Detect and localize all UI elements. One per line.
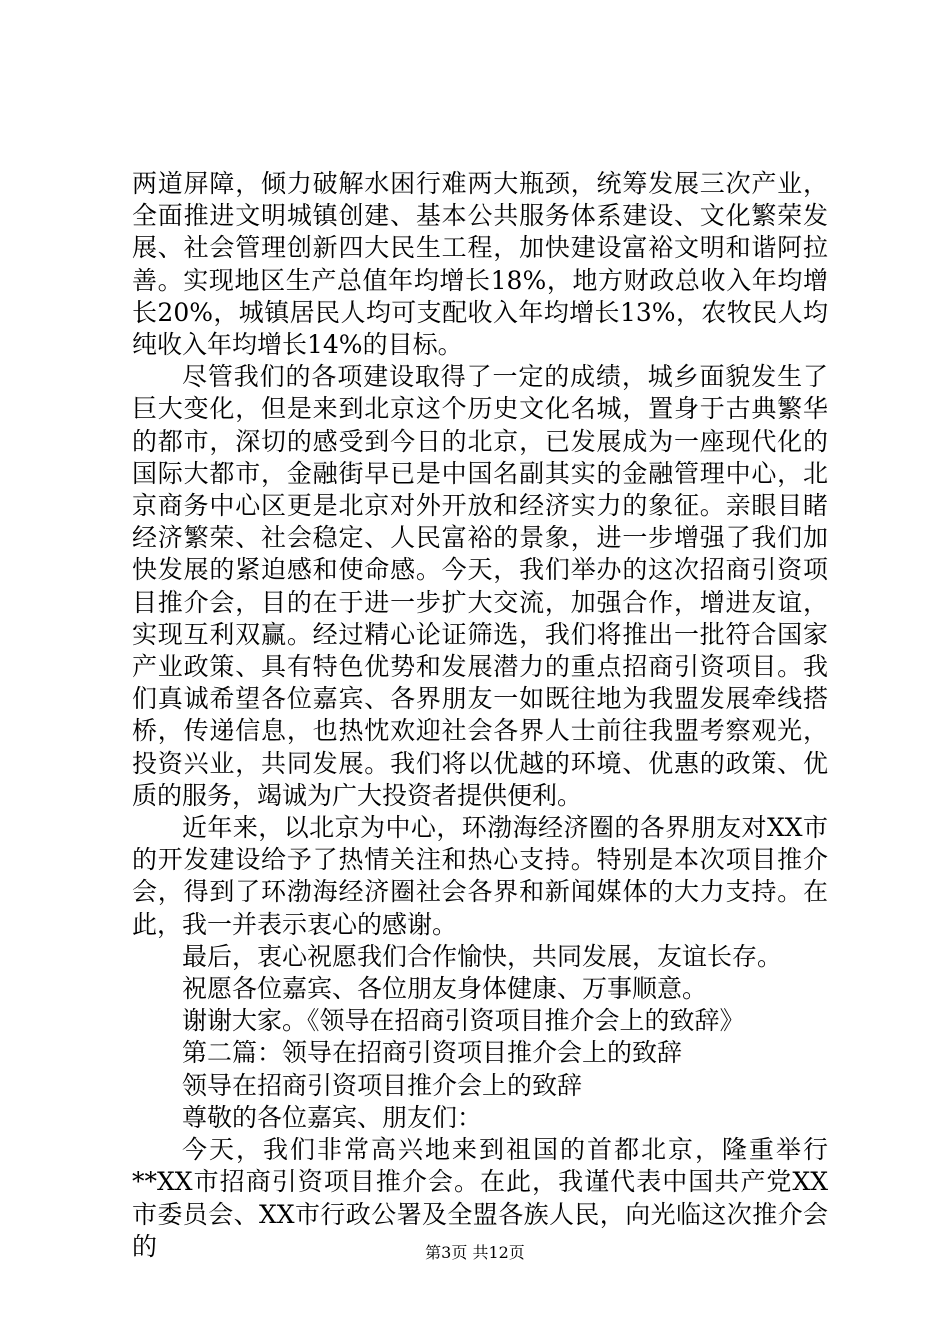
page-number-footer: 第3页 共12页 <box>425 1243 525 1262</box>
document-body <box>132 168 828 1263</box>
paragraph: 祝愿各位嘉宾、各位朋友身体健康、万事顺意。 <box>182 974 708 1004</box>
paragraph-continued: 两道屏障，倾力破解水困行难两大瓶颈，统筹发展三次产业，全面推进文明城镇创建、基本公共服务体系建设、文化繁荣发展、社会管理创新四大民生工程，加快建设富裕文明和谐阿拉善。实现地区生产总值年均增长18%，地方财政总收入年均增长20%，城镇居民人均可支配收入年均增长13%，农牧民人均纯收入年均增长14%的目标。 <box>132 169 828 360</box>
section-heading: 第二篇：领导在招商引资项目推介会上的致辞 <box>182 1038 683 1068</box>
paragraph: 今天，我们非常高兴地来到祖国的首都北京，隆重举行**XX市招商引资项目推介会。在此，我谨代表中国共产党XX市委员会、XX市行政公署及全盟各族人民，向光临这次推介会的 <box>132 1135 828 1261</box>
speech-title: 领导在招商引资项目推介会上的致辞 <box>182 1070 583 1100</box>
paragraph: 谢谢大家。《领导在招商引资项目推介会上的致辞》 <box>182 1006 745 1036</box>
salutation: 尊敬的各位嘉宾、朋友们： <box>182 1102 483 1132</box>
paragraph: 近年来，以北京为中心，环渤海经济圈的各界朋友对XX市的开发建设给予了热情关注和热心支持。特别是本次项目推介会，得到了环渤海经济圈社会各界和新闻媒体的大力支持。在此，我一并表示衷心的感谢。 <box>132 813 828 939</box>
paragraph: 最后，衷心祝愿我们合作愉快，共同发展，友谊长存。 <box>182 941 783 971</box>
paragraph: 尽管我们的各项建设取得了一定的成绩，城乡面貌发生了巨大变化，但是来到北京这个历史文化名城，置身于古典繁华的都市，深切的感受到今日的北京，已发展成为一座现代化的国际大都市，金融街早已是中国名副其实的金融管理中心，北京商务中心区更是北京对外开放和经济实力的象征。亲眼目睹经济繁荣、社会稳定、人民富裕的景象，进一步增强了我们加快发展的紧迫感和使命感。今天，我们举办的这次招商引资项目推介会，目的在于进一步扩大交流，加强合作，增进友谊，实现互利双赢。经过精心论证筛选，我们将推出一批符合国家产业政策、具有特色优势和发展潜力的重点招商引资项目。我们真诚希望各位嘉宾、各界朋友一如既往地为我盟发展牵线搭桥，传递信息，也热忱欢迎社会各界人士前往我盟考察观光，投资兴业，共同发展。我们将以优越的环境、优惠的政策、优质的服务，竭诚为广大投资者提供便利。 <box>132 362 828 810</box>
